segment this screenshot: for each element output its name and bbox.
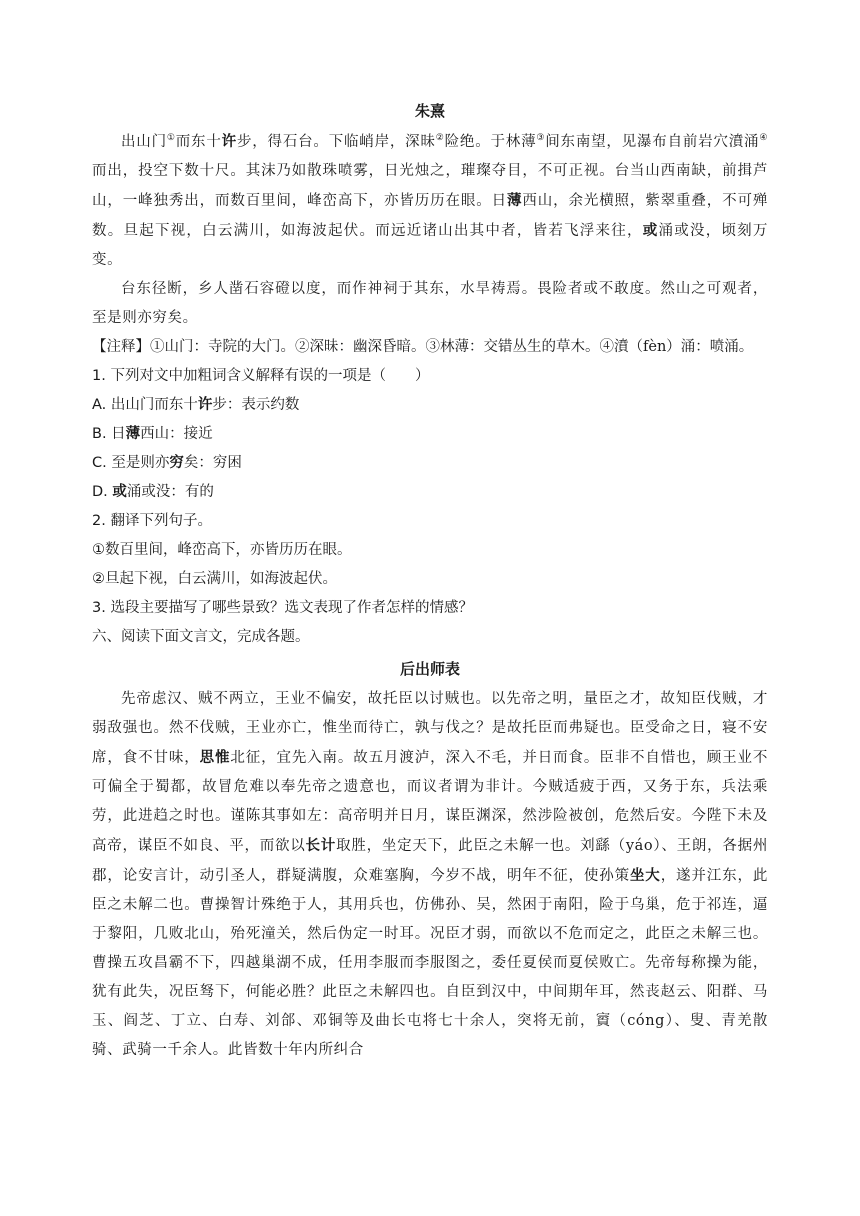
footnote-marker-3: ③ — [536, 133, 546, 144]
section-6-heading: 六、阅读下面文言文，完成各题。 — [92, 629, 310, 645]
text-run: 出山门 — [121, 134, 167, 150]
option-text: 西山：接近 — [140, 426, 213, 442]
option-text: A. 出山门而东十 — [92, 397, 198, 413]
footnotes: 【注释】①山门：寺院的大门。②深昧：幽深昏暗。③林薄：交错丛生的草木。④濆（fèn）涌：喷涌。 — [92, 339, 754, 355]
option-text: B. 日 — [92, 426, 126, 442]
text-run: 取胜，坐定天下，此臣之未解一也。刘繇（yáo）、王朗，各据州郡，论安言计，动引圣人，群疑满腹，众难塞胸，今岁不战，明年不征，使孙策 — [92, 838, 768, 884]
passage2-title: 后出师表 — [399, 660, 460, 678]
text-run: 涌或没，顷刻万变。 — [92, 223, 769, 268]
bold-word-huo: 或 — [642, 222, 659, 239]
option-b — [92, 420, 768, 449]
option-bold-word: 穷 — [169, 455, 184, 471]
option-text: C. 至是则亦 — [92, 455, 170, 471]
option-d — [92, 478, 768, 507]
option-a — [92, 391, 768, 420]
option-c — [92, 449, 768, 478]
text-run: ，遂并江东，此臣之未解二也。曹操智计殊绝于人，其用兵也，仿佛孙、吴，然困于南阳，险于乌巢，危于祁连，逼于黎阳，几败北山，殆死潼关，然后伪定一时耳。况臣才弱，而欲以不危而定之，此臣之未解三也。曹操五攻昌霸不下，四越巢湖不成，任用李服而李服图之，委任夏侯而夏侯败亡。先帝每称操为能，犹有此失，况臣驽下，何能必胜？此臣之未解四也。自臣到汉中，中间期年耳，然丧赵云、阳群、马玉、阎芝、丁立、白寿、刘郃、邓铜等及曲长屯将七十余人，突将无前，賨（cóng）、叟、青羌散骑、武骑一千余人。此皆数十年内所纠合 — [92, 868, 769, 1058]
option-bold-word: 薄 — [125, 426, 141, 442]
option-text: 矣：穷困 — [183, 455, 242, 471]
footnote-marker-2: ② — [435, 133, 445, 144]
question-2: 2. 翻译下列句子。 — [92, 513, 212, 529]
option-bold-word: 或 — [112, 484, 127, 500]
option-text: 步：表示约数 — [212, 397, 300, 413]
text-run: 北征，宜先入南。故五月渡泸，深入不毛，并日而食。臣非不自惜也，顾王业不可偏全于蜀都，故冒危难以奉先帝之遗意也，而议者谓为非计。今贼适疲于西，又务于东，兵法乘劳，此进趋之时也。谨陈其事如左：高帝明并日月，谋臣渊深，然涉险被创，危然后安。今陛下未及高帝，谋臣不如良、平，而欲以 — [92, 750, 769, 854]
passage1-paragraph-1 — [92, 127, 768, 275]
passage2-paragraph — [92, 685, 768, 1065]
text-run: 步，得石台。下临峭岸，深昧 — [236, 134, 436, 150]
bold-word-siwei: 思惟 — [199, 749, 231, 766]
option-text: 涌或没：有的 — [126, 484, 214, 500]
text-run: 险绝。于林薄 — [444, 134, 537, 150]
text-run: 西山，余光横照，紫翠重叠，不可殚数。旦起下视，白云满川，如海波起伏。而远近诸山出其中者，皆若飞浮来往， — [92, 193, 768, 239]
question-3: 3. 选段主要描写了哪些景致？选文表现了作者怎样的情感？ — [92, 600, 473, 616]
question-1: 1. 下列对文中加粗词含义解释有误的一项是（ ） — [92, 368, 430, 384]
document-content — [92, 100, 768, 1065]
passage1-paragraph-2: 台东径断，乡人凿石容磴以度，而作神祠于其东，水旱祷焉。畏险者或不敢度。然山之可观者，至是则亦穷矣。 — [92, 281, 768, 326]
sentence-1: ①数百里间，峰峦高下，亦皆历历在眼。 — [92, 542, 352, 558]
text-run: 先帝虑汉、贼不两立，王业不偏安，故托臣以讨贼也。以先帝之明，量臣之才，故知臣伐贼，才弱敌强也。然不伐贼，王业亦亡，惟坐而待亡，孰与伐之？是故托臣而弗疑也。臣受命之日，寝不安席，食不甘味， — [92, 691, 768, 766]
option-bold-word: 许 — [197, 397, 213, 413]
bold-word-bo: 薄 — [506, 192, 523, 209]
bold-word-changji: 长计 — [305, 837, 337, 854]
option-text: D. — [92, 484, 113, 500]
footnote-marker-4: ④ — [759, 133, 769, 144]
sentence-2: ②旦起下视，白云满川，如海波起伏。 — [92, 571, 337, 587]
passage1-title: 朱熹 — [414, 102, 445, 120]
bold-word-xu: 许 — [221, 133, 237, 150]
footnote-marker-1: ① — [166, 133, 176, 144]
text-run: 而东十 — [175, 134, 222, 150]
text-run: 间东南望，见瀑布自前岩穴濆涌 — [545, 134, 760, 150]
bold-word-zuoda: 坐大 — [629, 867, 661, 884]
text-run: 而出，投空下数十尺。其沫乃如散珠喷雾，日光烛之，璀璨夺目，不可正视。台当山西南缺，前揖芦山，一峰独秀出，而数百里间，峰峦高下，亦皆历历在眼。日 — [92, 163, 768, 209]
